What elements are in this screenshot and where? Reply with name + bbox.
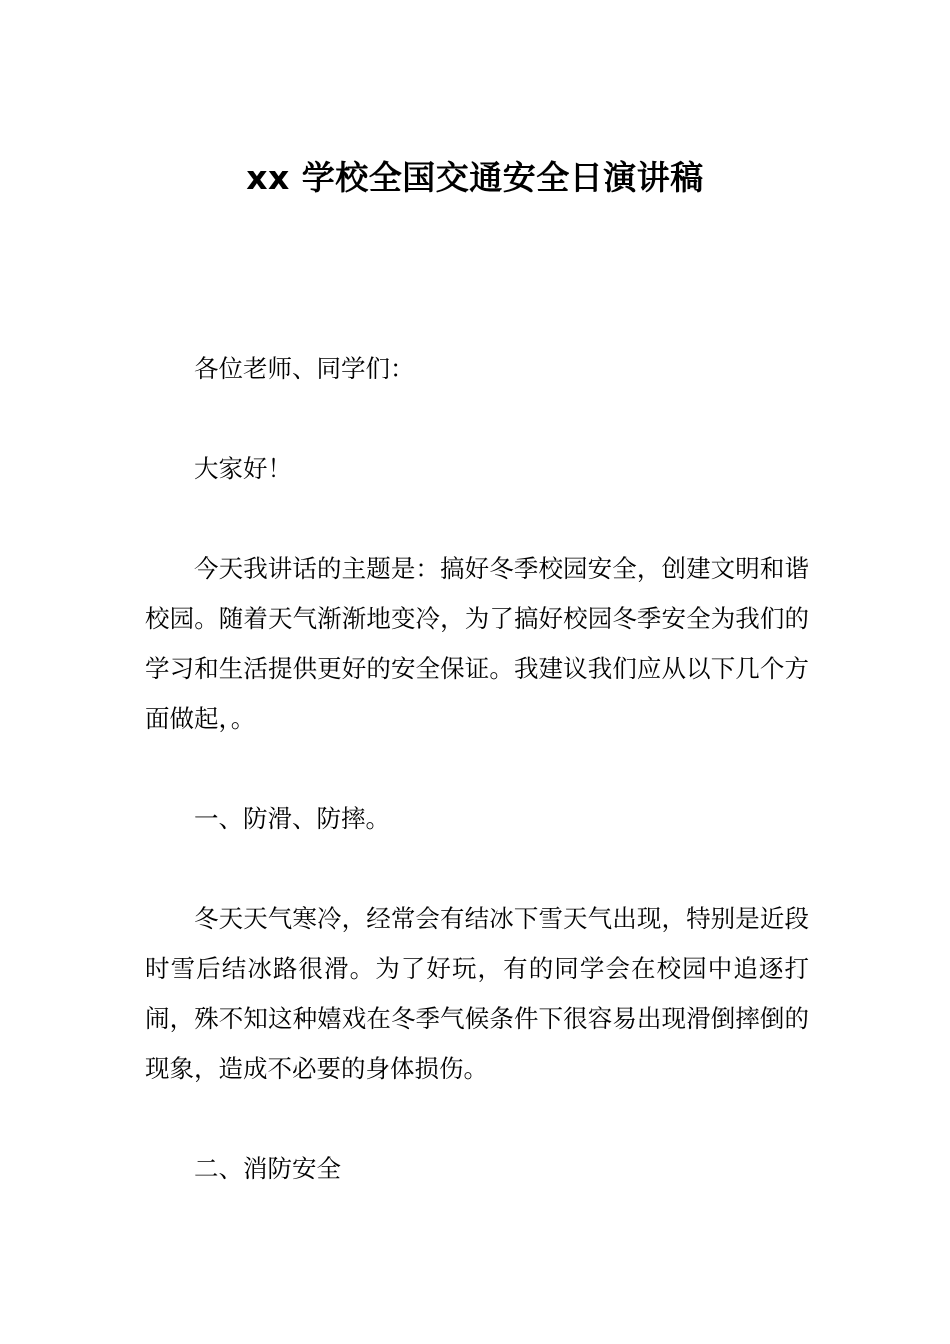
paragraph-greeting: 大家好！	[194, 454, 292, 483]
document-body	[145, 344, 809, 1244]
document-title: xx 学校全国交通安全日演讲稿	[246, 158, 704, 197]
paragraph-intro: 今天我讲话的主题是：搞好冬季校园安全，创建文明和谐校园。随着天气渐渐地变冷，为了搞好校园冬季安全为我们的学习和生活提供更好的安全保证。我建议我们应从以下几个方面做起，。	[145, 554, 809, 733]
paragraph-salutation: 各位老师、同学们：	[194, 354, 415, 383]
section-heading-2: 二、消防安全	[194, 1154, 341, 1183]
section-heading-1: 一、防滑、防摔。	[194, 804, 390, 833]
paragraph-section-1: 冬天天气寒冷，经常会有结冰下雪天气出现，特别是近段时雪后结冰路很滑。为了好玩，有的同学会在校园中追逐打闹，殊不知这种嬉戏在冬季气候条件下很容易出现滑倒摔倒的现象，造成不必要的身体损伤。	[145, 904, 809, 1083]
